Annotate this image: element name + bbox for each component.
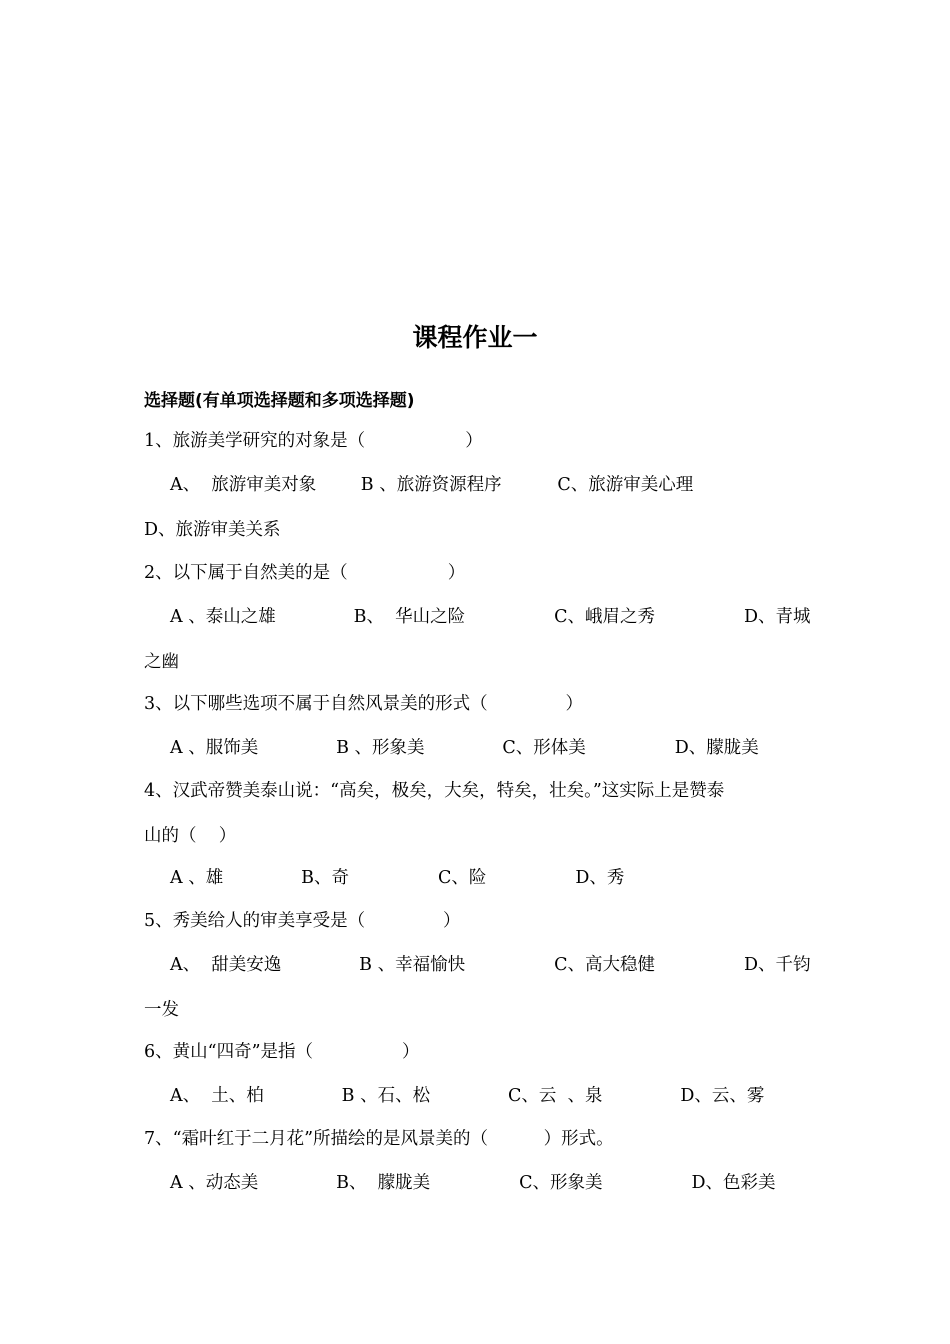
page-title: 课程作业一 — [412, 323, 538, 352]
question-1-options: A、 旅游审美对象 B 、旅游资源程序 C、旅游审美心理 — [170, 475, 694, 495]
question-1-options-cont: D、旅游审美关系 — [144, 520, 281, 540]
question-2: 2、以下属于自然美的是（ ） — [144, 563, 466, 583]
question-2-options: A 、泰山之雄 B、 华山之险 C、峨眉之秀 D、青城 — [170, 607, 811, 627]
question-5-options: A、 甜美安逸 B 、幸福愉快 C、高大稳健 D、千钧 — [170, 955, 811, 975]
question-6: 6、黄山“四奇”是指（ ） — [144, 1042, 420, 1062]
question-2-options-cont: 之幽 — [144, 652, 179, 672]
question-5-options-cont: 一发 — [144, 1000, 179, 1020]
question-7-options: A 、动态美 B、 朦胧美 C、形象美 D、色彩美 — [170, 1173, 776, 1193]
question-6-options: A、 土、柏 B 、石、松 C、云 、泉 D、云、雾 — [170, 1086, 765, 1106]
question-7: 7、“霜叶红于二月花”所描绘的是风景美的（ ）形式。 — [144, 1129, 614, 1149]
question-3: 3、以下哪些选项不属于自然风景美的形式（ ） — [144, 694, 584, 714]
question-3-options: A 、服饰美 B 、形象美 C、形体美 D、朦胧美 — [170, 738, 759, 758]
question-4: 4、汉武帝赞美泰山说：“高矣，极矣，大矣，特矣，壮矣。”这实际上是赞泰 — [144, 781, 725, 801]
section-heading: 选择题(有单项选择题和多项选择题) — [144, 391, 415, 411]
question-4-cont: 山的（ ） — [144, 826, 237, 846]
question-1: 1、旅游美学研究的对象是（ ） — [144, 431, 483, 451]
question-5: 5、秀美给人的审美享受是（ ） — [144, 911, 461, 931]
question-4-options: A 、雄 B、奇 C、险 D、秀 — [170, 868, 625, 888]
